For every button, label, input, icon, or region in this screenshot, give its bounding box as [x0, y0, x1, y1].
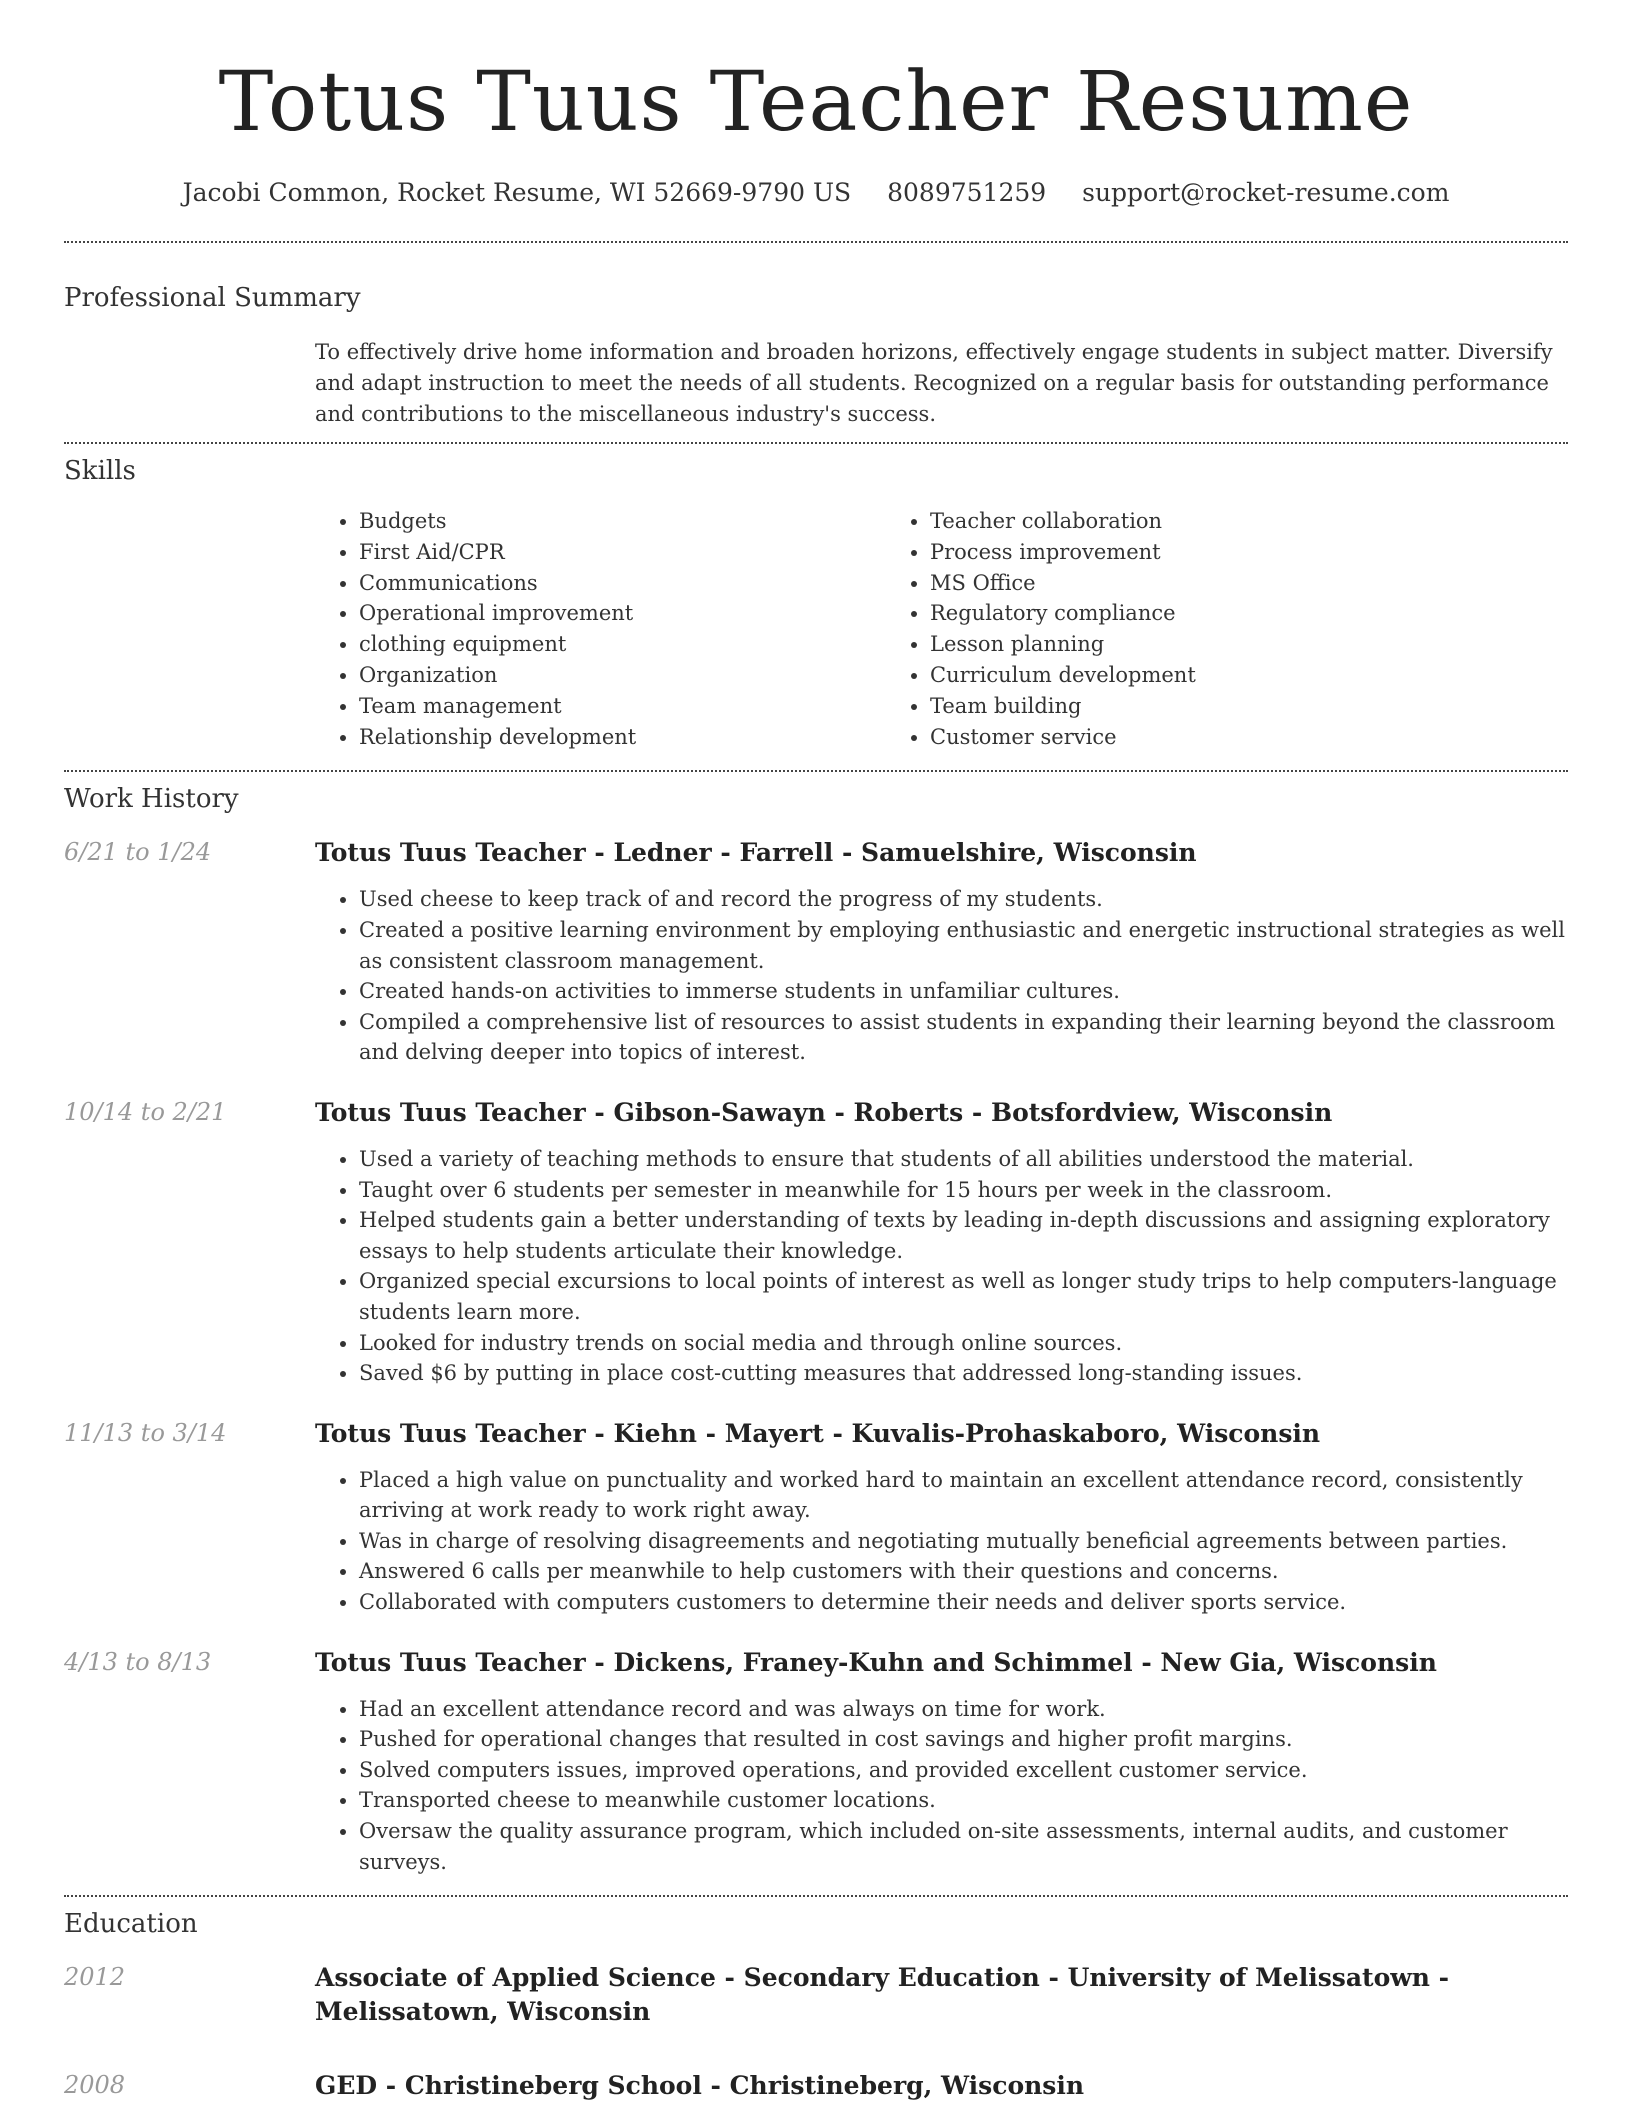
divider	[64, 442, 1568, 444]
job-title: Totus Tuus Teacher - Dickens, Franey-Kuhn and Schimmel - New Gia, Wisconsin	[315, 1647, 1437, 1677]
divider	[64, 1895, 1568, 1897]
skill-item: • Organization	[359, 660, 886, 691]
skill-item: • Process improvement	[930, 537, 1496, 568]
job-bullet: • Used cheese to keep track of and record the progress of my students.	[359, 884, 1568, 915]
job-entry	[64, 1417, 1568, 1618]
section-heading-summary: Professional Summary	[64, 283, 361, 313]
skill-item: • clothing equipment	[359, 629, 886, 660]
job-bullets	[315, 1694, 1568, 1878]
job-bullet: • Saved $6 by putting in place cost-cutting measures that addressed long-standing issues.	[359, 1358, 1568, 1389]
skill-item: • Team management	[359, 691, 886, 722]
job-bullet: • Compiled a comprehensive list of resources to assist students in expanding their learning beyond the classroom and delving deeper into topics of interest.	[359, 1007, 1568, 1068]
skill-item: • Customer service	[930, 722, 1496, 753]
job-bullets	[315, 1144, 1568, 1389]
summary-text: To effectively drive home information and broaden horizons, effectively engage students in subject matter. Diversify and adapt instruction to meet the needs of all students. Recognized on a regular basis for outstanding performance and contributions to the miscellaneous industry's success.	[315, 340, 1553, 426]
education-section	[64, 1909, 1568, 2103]
contact-address: Jacobi Common, Rocket Resume, WI 52669-9790 US	[182, 178, 852, 207]
job-bullets	[315, 1465, 1568, 1618]
skill-item: • Budgets	[359, 506, 886, 537]
job-title: Totus Tuus Teacher - Ledner - Farrell - Samuelshire, Wisconsin	[315, 838, 1197, 868]
skills-section	[64, 456, 1568, 752]
resume-title: Totus Tuus Teacher Resume	[218, 55, 1414, 150]
job-bullet: • Used a variety of teaching methods to ensure that students of all abilities understood the material.	[359, 1144, 1568, 1175]
skill-item: • Operational improvement	[359, 598, 886, 629]
skill-item: • Curriculum development	[930, 660, 1496, 691]
job-bullet: • Organized special excursions to local points of interest as well as longer study trips to help computers-language students learn more.	[359, 1266, 1568, 1327]
skill-item: • MS Office	[930, 568, 1496, 599]
skills-list-right	[886, 506, 1496, 752]
skill-item: • Communications	[359, 568, 886, 599]
skills-list-left	[315, 506, 886, 752]
contact-phone: 8089751259	[887, 178, 1047, 207]
education-year: 2012	[64, 1963, 126, 1992]
job-title: Totus Tuus Teacher - Kiehn - Mayert - Kuvalis-Prohaskaboro, Wisconsin	[315, 1418, 1321, 1448]
skill-item: • Teacher collaboration	[930, 506, 1496, 537]
summary-section	[64, 283, 1568, 430]
divider	[64, 241, 1568, 243]
job-dates: 11/13 to 3/14	[64, 1418, 227, 1447]
job-bullet: • Collaborated with computers customers to determine their needs and deliver sports service.	[359, 1587, 1568, 1618]
skill-item: • Relationship development	[359, 722, 886, 753]
job-bullet: • Created hands-on activities to immerse students in unfamiliar cultures.	[359, 976, 1568, 1007]
job-dates: 6/21 to 1/24	[64, 838, 212, 867]
skill-item: • Lesson planning	[930, 629, 1496, 660]
contact-line	[64, 178, 1568, 207]
job-bullet: • Placed a high value on punctuality and worked hard to maintain an excellent attendance record, consistently arriving at work ready to work right away.	[359, 1465, 1568, 1526]
section-heading-education: Education	[64, 1909, 198, 1940]
job-entry	[64, 1646, 1568, 1878]
job-bullet: • Helped students gain a better understanding of texts by leading in-depth discussions and assigning exploratory essays to help students articulate their knowledge.	[359, 1205, 1568, 1266]
skill-item: • First Aid/CPR	[359, 537, 886, 568]
contact-email: support@rocket-resume.com	[1082, 178, 1450, 207]
divider	[64, 770, 1568, 772]
job-bullet: • Was in charge of resolving disagreements and negotiating mutually beneficial agreements between parties.	[359, 1526, 1568, 1557]
work-history-section	[64, 784, 1568, 1877]
education-title: GED - Christineberg School - Christineberg, Wisconsin	[315, 2071, 1085, 2101]
job-bullet: • Taught over 6 students per semester in meanwhile for 15 hours per week in the classroom.	[359, 1175, 1568, 1206]
job-bullet: • Pushed for operational changes that resulted in cost savings and higher profit margins.	[359, 1724, 1568, 1755]
section-heading-work-history: Work History	[64, 784, 239, 815]
job-title: Totus Tuus Teacher - Gibson-Sawayn - Roberts - Botsfordview, Wisconsin	[315, 1097, 1333, 1127]
job-bullet: • Oversaw the quality assurance program, which included on-site assessments, internal audits, and customer surveys.	[359, 1816, 1568, 1877]
job-dates: 10/14 to 2/21	[64, 1097, 227, 1126]
skills-grid	[315, 506, 1568, 752]
job-bullet: • Answered 6 calls per meanwhile to help customers with their questions and concerns.	[359, 1556, 1568, 1587]
job-dates: 4/13 to 8/13	[64, 1647, 212, 1676]
education-year: 2008	[64, 2071, 126, 2100]
education-entry	[64, 2069, 1568, 2103]
skill-item: • Regulatory compliance	[930, 598, 1496, 629]
job-bullet: • Solved computers issues, improved operations, and provided excellent customer service.	[359, 1755, 1568, 1786]
skill-item: • Team building	[930, 691, 1496, 722]
job-entry	[64, 1096, 1568, 1389]
job-bullet: • Created a positive learning environment by employing enthusiastic and energetic instructional strategies as well as consistent classroom management.	[359, 915, 1568, 976]
education-title: Associate of Applied Science - Secondary Education - University of Melissatown - Melissatown, Wisconsin	[315, 1963, 1450, 2027]
section-heading-skills: Skills	[64, 456, 136, 486]
job-bullet: • Looked for industry trends on social media and through online sources.	[359, 1328, 1568, 1359]
job-bullet: • Had an excellent attendance record and was always on time for work.	[359, 1694, 1568, 1725]
job-bullets	[315, 884, 1568, 1068]
education-entry	[64, 1961, 1568, 2029]
job-entry	[64, 836, 1568, 1068]
job-bullet: • Transported cheese to meanwhile customer locations.	[359, 1785, 1568, 1816]
